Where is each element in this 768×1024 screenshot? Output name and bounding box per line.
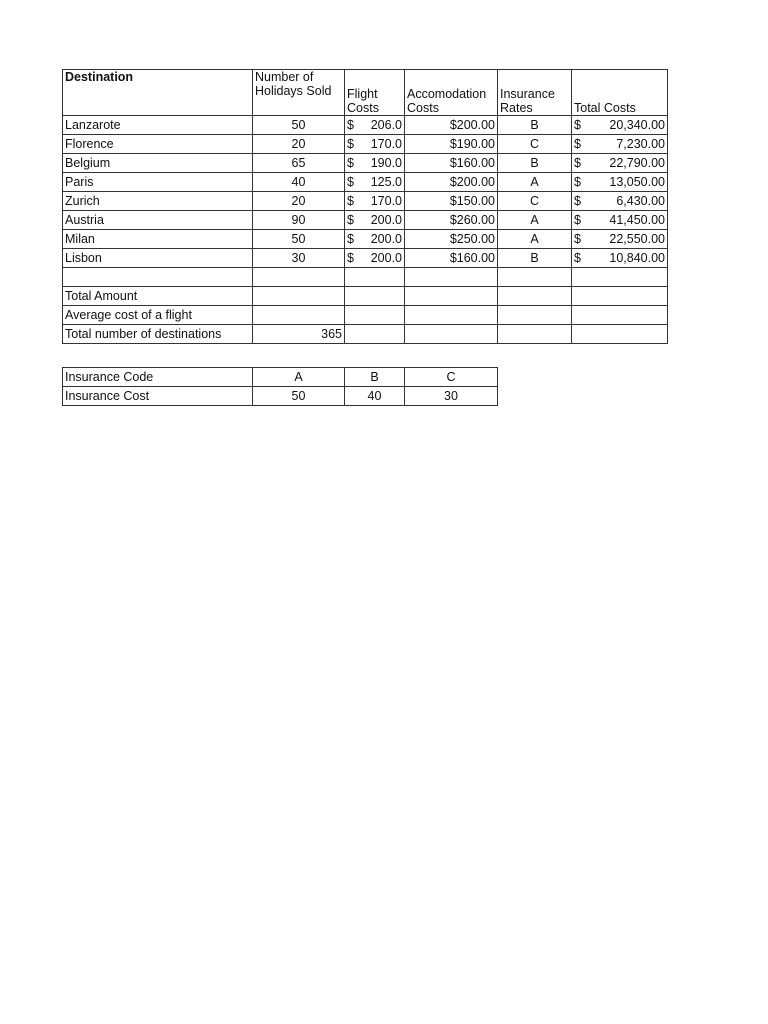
cell-insurance-rate: B xyxy=(498,154,572,173)
flight-currency: $ xyxy=(347,175,354,189)
total-value: 6,430.00 xyxy=(616,194,665,208)
total-value: 10,840.00 xyxy=(609,251,665,265)
insurance-cost-c: 30 xyxy=(405,387,498,406)
cell-insurance-rate: B xyxy=(498,116,572,135)
cell-destination: Paris xyxy=(63,173,253,192)
label-insurance-cost: Insurance Cost xyxy=(63,387,253,406)
cell-total xyxy=(572,230,668,249)
cell-destination: Lanzarote xyxy=(63,116,253,135)
cell-holidays: 20 xyxy=(253,192,345,211)
insurance-cost-a: 50 xyxy=(253,387,345,406)
cell-destination: Florence xyxy=(63,135,253,154)
header-holidays-sold xyxy=(253,70,345,116)
header-holidays-line1: Number of xyxy=(255,70,314,84)
header-holidays-line2: Holidays Sold xyxy=(255,84,332,98)
cell-destination: Belgium xyxy=(63,154,253,173)
cell-flight xyxy=(345,211,405,230)
flight-value: 206.0 xyxy=(370,118,402,132)
header-insurance-line2: Rates xyxy=(500,101,533,115)
header-destination: Destination xyxy=(63,70,253,116)
header-insurance-rates xyxy=(498,70,572,116)
empty-cell xyxy=(498,306,572,325)
table-row xyxy=(63,154,668,173)
insurance-code-c: C xyxy=(405,368,498,387)
cell-total xyxy=(572,211,668,230)
header-accom-line2: Costs xyxy=(407,101,439,115)
total-currency: $ xyxy=(574,213,581,227)
cell-total xyxy=(572,154,668,173)
summary-row-total-destinations xyxy=(63,325,668,344)
flight-currency: $ xyxy=(347,156,354,170)
cell-holidays: 30 xyxy=(253,249,345,268)
flight-currency: $ xyxy=(347,232,354,246)
empty-cell xyxy=(572,306,668,325)
cell-holidays: 50 xyxy=(253,230,345,249)
header-flight-line2: Costs xyxy=(347,101,379,115)
total-value: 22,550.00 xyxy=(609,232,665,246)
empty-cell xyxy=(63,268,253,287)
header-accommodation-costs xyxy=(405,70,498,116)
cell-holidays: 65 xyxy=(253,154,345,173)
cell-accommodation: $260.00 xyxy=(405,211,498,230)
cell-accommodation: $250.00 xyxy=(405,230,498,249)
total-currency: $ xyxy=(574,175,581,189)
cell-destination: Lisbon xyxy=(63,249,253,268)
cell-holidays: 40 xyxy=(253,173,345,192)
total-currency: $ xyxy=(574,137,581,151)
cell-accommodation: $200.00 xyxy=(405,173,498,192)
table-row xyxy=(63,135,668,154)
flight-currency: $ xyxy=(347,118,354,132)
empty-cell xyxy=(405,287,498,306)
label-total-amount: Total Amount xyxy=(63,287,253,306)
table-row xyxy=(63,230,668,249)
header-row xyxy=(63,70,668,116)
total-value: 20,340.00 xyxy=(609,118,665,132)
table-row xyxy=(63,116,668,135)
flight-value: 200.0 xyxy=(370,213,402,227)
flight-currency: $ xyxy=(347,213,354,227)
empty-cell xyxy=(572,268,668,287)
header-accom-line1: Accomodation xyxy=(407,87,487,101)
flight-currency: $ xyxy=(347,194,354,208)
table-row xyxy=(63,249,668,268)
empty-cell xyxy=(405,306,498,325)
total-value: 41,450.00 xyxy=(609,213,665,227)
insurance-code-a: A xyxy=(253,368,345,387)
table-row xyxy=(63,173,668,192)
label-total-destinations: Total number of destinations xyxy=(63,325,253,344)
cell-accommodation: $150.00 xyxy=(405,192,498,211)
cell-flight xyxy=(345,116,405,135)
table-row xyxy=(63,192,668,211)
empty-cell xyxy=(405,268,498,287)
header-insurance-line1: Insurance xyxy=(500,87,555,101)
insurance-cost-b: 40 xyxy=(345,387,405,406)
flight-value: 170.0 xyxy=(370,137,402,151)
empty-cell xyxy=(498,287,572,306)
table-row xyxy=(63,211,668,230)
empty-cell xyxy=(572,287,668,306)
insurance-table xyxy=(62,367,498,406)
header-flight-costs xyxy=(345,70,405,116)
insurance-code-row xyxy=(63,368,498,387)
summary-row-average-flight xyxy=(63,306,668,325)
cell-flight xyxy=(345,173,405,192)
holidays-table xyxy=(62,69,668,344)
cell-flight xyxy=(345,249,405,268)
summary-row-total-amount xyxy=(63,287,668,306)
cell-flight xyxy=(345,230,405,249)
header-flight-line1: Flight xyxy=(347,87,378,101)
cell-insurance-rate: B xyxy=(498,249,572,268)
cell-holidays: 90 xyxy=(253,211,345,230)
cell-destination: Milan xyxy=(63,230,253,249)
cell-flight xyxy=(345,192,405,211)
flight-value: 190.0 xyxy=(370,156,402,170)
label-insurance-code: Insurance Code xyxy=(63,368,253,387)
empty-cell xyxy=(498,268,572,287)
total-currency: $ xyxy=(574,194,581,208)
flight-currency: $ xyxy=(347,251,354,265)
empty-cell xyxy=(405,325,498,344)
cell-total xyxy=(572,135,668,154)
cell-total xyxy=(572,192,668,211)
total-value: 13,050.00 xyxy=(609,175,665,189)
flight-currency: $ xyxy=(347,137,354,151)
cell-total xyxy=(572,173,668,192)
total-currency: $ xyxy=(574,251,581,265)
empty-cell xyxy=(345,268,405,287)
cell-holidays: 20 xyxy=(253,135,345,154)
total-currency: $ xyxy=(574,232,581,246)
total-currency: $ xyxy=(574,156,581,170)
cell-insurance-rate: C xyxy=(498,135,572,154)
cell-insurance-rate: C xyxy=(498,192,572,211)
cell-flight xyxy=(345,135,405,154)
cell-total xyxy=(572,249,668,268)
blank-row xyxy=(63,268,668,287)
empty-cell xyxy=(253,306,345,325)
insurance-cost-row xyxy=(63,387,498,406)
cell-insurance-rate: A xyxy=(498,211,572,230)
cell-insurance-rate: A xyxy=(498,230,572,249)
label-average-flight-cost: Average cost of a flight xyxy=(63,306,253,325)
empty-cell xyxy=(253,268,345,287)
cell-insurance-rate: A xyxy=(498,173,572,192)
total-currency: $ xyxy=(574,118,581,132)
header-total-costs: Total Costs xyxy=(572,70,668,116)
empty-cell xyxy=(498,325,572,344)
cell-destination: Zurich xyxy=(63,192,253,211)
cell-accommodation: $190.00 xyxy=(405,135,498,154)
empty-cell xyxy=(345,325,405,344)
cell-destination: Austria xyxy=(63,211,253,230)
flight-value: 125.0 xyxy=(370,175,402,189)
empty-cell xyxy=(572,325,668,344)
cell-accommodation: $160.00 xyxy=(405,249,498,268)
cell-total xyxy=(572,116,668,135)
value-total-destinations: 365 xyxy=(253,325,345,344)
cell-holidays: 50 xyxy=(253,116,345,135)
cell-accommodation: $160.00 xyxy=(405,154,498,173)
empty-cell xyxy=(253,287,345,306)
cell-flight xyxy=(345,154,405,173)
empty-cell xyxy=(345,287,405,306)
cell-accommodation: $200.00 xyxy=(405,116,498,135)
total-value: 7,230.00 xyxy=(616,137,665,151)
flight-value: 200.0 xyxy=(370,251,402,265)
total-value: 22,790.00 xyxy=(609,156,665,170)
flight-value: 200.0 xyxy=(370,232,402,246)
flight-value: 170.0 xyxy=(370,194,402,208)
empty-cell xyxy=(345,306,405,325)
insurance-code-b: B xyxy=(345,368,405,387)
